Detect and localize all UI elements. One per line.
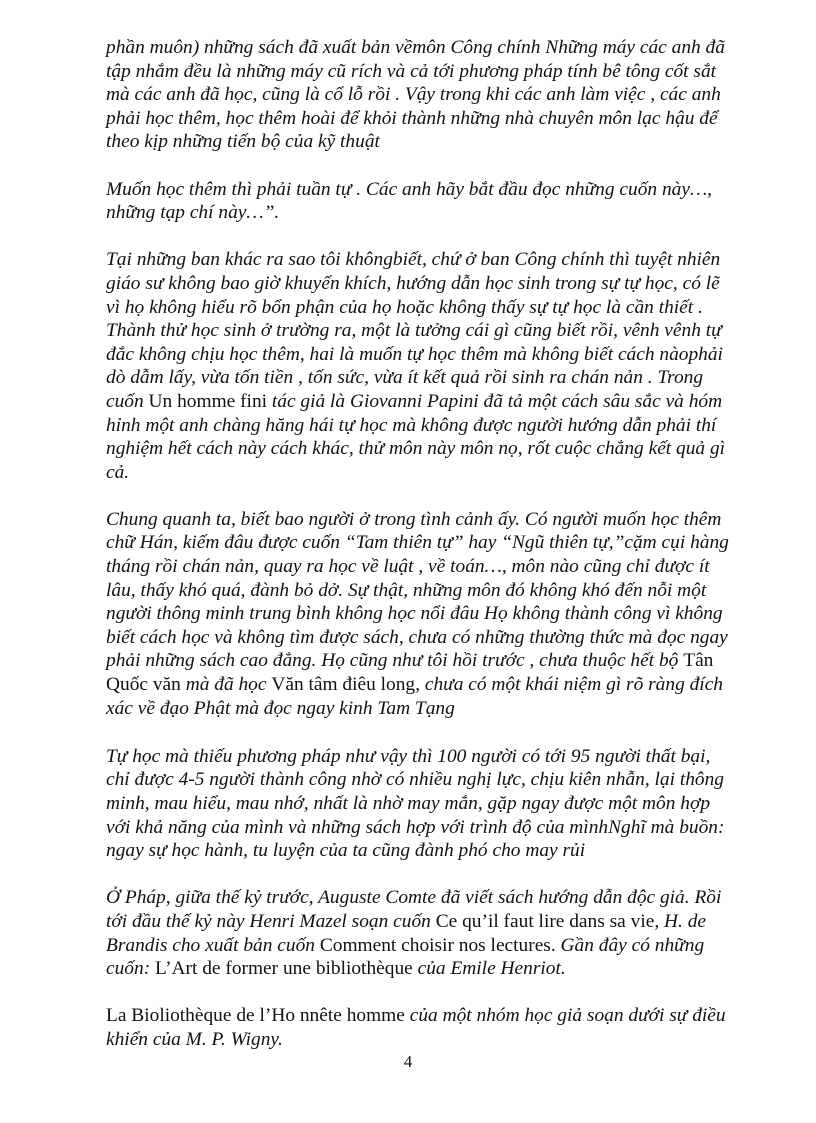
italic-text: mà đã học bbox=[180, 674, 272, 696]
text-line bbox=[106, 957, 736, 981]
italic-text: , chưa có một khái niệm gì rõ ràng đích bbox=[415, 674, 723, 696]
text-line bbox=[106, 1028, 736, 1052]
text-line bbox=[106, 768, 736, 792]
paragraph bbox=[106, 886, 736, 980]
italic-text: Muốn học thêm thì phải tuần tự . Các anh hãy bắt đầu đọc những cuốn này…, bbox=[106, 178, 713, 200]
italic-text: nghiệm hết cách này cách khác, thử môn này môn nọ, rốt cuộc chẳng kết quả gì bbox=[106, 438, 726, 460]
book-title: Un homme fini bbox=[148, 390, 268, 412]
italic-text: với khả năng của mình và những sách hợp với trình độ của mìnhNghĩ mà buồn: bbox=[106, 816, 725, 838]
italic-text: ngay sự học hành, tu luyện của ta cũng đành phó cho may rủi bbox=[106, 840, 586, 862]
text-line bbox=[106, 36, 736, 60]
text-line bbox=[106, 649, 736, 673]
text-line bbox=[106, 839, 736, 863]
text-line bbox=[106, 178, 736, 202]
book-title: Comment choisir nos lectures. bbox=[319, 934, 556, 956]
text-line bbox=[106, 461, 736, 485]
italic-text: giáo sư không bao giờ khuyến khích, hướng dẫn học sinh trong sự tự học, có lẽ bbox=[106, 272, 720, 294]
italic-text: chỉ được 4-5 người thành công nhờ có nhiều nghị lực, chịu kiên nhẫn, lại thông bbox=[106, 769, 725, 791]
text-line bbox=[106, 745, 736, 769]
paragraph bbox=[106, 36, 736, 154]
text-line bbox=[106, 130, 736, 154]
italic-text: Tự học mà thiếu phương pháp như vậy thì 100 người có tới 95 người thất bại, bbox=[106, 745, 711, 767]
italic-text: biết cách học và không tìm được sách, chưa có những thường thức mà đọc ngay bbox=[106, 626, 728, 648]
text-line bbox=[106, 626, 736, 650]
paragraph bbox=[106, 1004, 736, 1051]
book-title: L’Art de former une bibliothèque bbox=[155, 958, 413, 980]
italic-text: cuốn: bbox=[106, 958, 155, 980]
text-line bbox=[106, 248, 736, 272]
text-line bbox=[106, 1004, 736, 1028]
italic-text: mà các anh đã học, cũng là cổ lỗ rồi . Vậy trong khi các anh làm việc , các anh bbox=[106, 84, 721, 106]
italic-text: chữ Hán, kiếm đâu được cuốn “Tam thiên tự” hay “Ngũ thiên tự,”cặm cụi hàng bbox=[106, 532, 729, 554]
italic-text: cuốn bbox=[106, 390, 149, 412]
text-line bbox=[106, 107, 736, 131]
text-line bbox=[106, 934, 736, 958]
text-line bbox=[106, 437, 736, 461]
text-line bbox=[106, 816, 736, 840]
book-title: Quốc văn bbox=[106, 674, 181, 696]
paragraph bbox=[106, 178, 736, 225]
text-line bbox=[106, 201, 736, 225]
text-line bbox=[106, 390, 736, 414]
italic-text: vì họ không hiểu rõ bổn phận của họ hoặc không thấy sự tự học là cần thiết . bbox=[106, 296, 703, 318]
body-text bbox=[106, 36, 736, 1075]
italic-text: Thành thử học sinh ở trường ra, một là tưởng cái gì cũng biết rồi, vênh vênh tự bbox=[106, 320, 722, 342]
text-line bbox=[106, 319, 736, 343]
text-line bbox=[106, 366, 736, 390]
italic-text: hỉnh một anh chàng hăng hái tự học mà không được người hướng dẫn phải thí bbox=[106, 414, 717, 436]
text-line bbox=[106, 60, 736, 84]
italic-text: của một nhóm học giả soạn dưới sự điều bbox=[404, 1005, 726, 1027]
paragraph bbox=[106, 508, 736, 720]
text-line bbox=[106, 296, 736, 320]
italic-text: Ở Pháp, giữa thế kỷ trước, Auguste Comte đã viết sách hướng dẫn độc giả. Rồi bbox=[106, 887, 722, 909]
book-title: Tân bbox=[683, 650, 714, 672]
italic-text: Gần đây có những bbox=[555, 934, 705, 956]
italic-text: phải học thêm, học thêm hoài để khỏi thành những nhà chuyên môn lạc hậu để bbox=[106, 107, 718, 129]
italic-text: xác về đạo Phật mà đọc ngay kinh Tam Tạng bbox=[106, 697, 455, 719]
italic-text: cả. bbox=[106, 461, 130, 483]
book-title: Văn tâm điêu long bbox=[271, 674, 416, 696]
italic-text: Brandis cho xuất bản cuốn bbox=[106, 934, 320, 956]
italic-text: theo kịp những tiến bộ của kỹ thuật bbox=[106, 131, 380, 153]
text-line bbox=[106, 673, 736, 697]
italic-text: H. de bbox=[659, 910, 707, 932]
page-number: 4 bbox=[403, 1052, 413, 1071]
text-line bbox=[106, 602, 736, 626]
italic-text: lâu, thấy khó quá, đành bỏ dở. Sự thật, những môn đó không khó đến nỗi một bbox=[106, 579, 707, 601]
book-title: La Bioliothèque de l’Ho nnête homme bbox=[106, 1005, 405, 1027]
text-line bbox=[106, 555, 736, 579]
text-line bbox=[106, 414, 736, 438]
paragraph bbox=[106, 745, 736, 863]
italic-text: tập nhắm đều là những máy cũ rích và cả tới phương pháp tính bê tông cốt sắt bbox=[106, 60, 717, 82]
italic-text: dò dẫm lấy, vừa tốn tiền , tốn sức, vừa ít kết quả rồi sinh ra chán nản . Trong bbox=[106, 367, 704, 389]
text-line bbox=[106, 272, 736, 296]
italic-text: của Emile Henriot. bbox=[412, 958, 566, 980]
text-line bbox=[106, 792, 736, 816]
paragraph bbox=[106, 248, 736, 484]
italic-text: tháng rồi chán nản, quay ra học về luật , về toán…, môn nào cũng chỉ được ít bbox=[106, 556, 710, 578]
italic-text: khiển của M. P. Wigny. bbox=[106, 1028, 283, 1050]
italic-text: minh, mau hiểu, mau nhớ, nhất là nhờ may mắn, gặp ngay được một môn hợp bbox=[106, 793, 711, 814]
italic-text: người thông minh trung bình không học nổi đâu Họ không thành công vì không bbox=[106, 603, 723, 625]
italic-text: tới đầu thế kỷ này Henri Mazel soạn cuốn bbox=[106, 910, 436, 932]
text-line bbox=[106, 697, 736, 721]
italic-text: những tạp chí này…”. bbox=[106, 202, 280, 224]
text-line bbox=[106, 910, 736, 934]
italic-text: Tại những ban khác ra sao tôi khôngbiết, chứ ở ban Công chính thì tuyệt nhiên bbox=[106, 249, 721, 271]
text-line bbox=[106, 83, 736, 107]
italic-text: tác giả là Giovanni Papini đã tả một cách sâu sắc và hóm bbox=[267, 390, 723, 412]
text-line bbox=[106, 531, 736, 555]
text-line bbox=[106, 579, 736, 603]
italic-text: Chung quanh ta, biết bao người ở trong tình cảnh ấy. Có người muốn học thêm bbox=[106, 508, 722, 530]
italic-text: phần muôn) những sách đã xuất bản vềmôn Công chính Những máy các anh đã bbox=[106, 37, 725, 58]
text-line bbox=[106, 343, 736, 367]
text-line bbox=[106, 508, 736, 532]
text-line bbox=[106, 886, 736, 910]
italic-text: phải những sách cao đẳng. Họ cũng như tôi hồi trước , chưa thuộc hết bộ bbox=[106, 650, 684, 672]
book-title: Ce qu’il faut lire dans sa vie, bbox=[435, 910, 660, 932]
italic-text: đắc không chịu học thêm, hai là muốn tự học thêm mà không biết cách nàophải bbox=[106, 343, 723, 365]
